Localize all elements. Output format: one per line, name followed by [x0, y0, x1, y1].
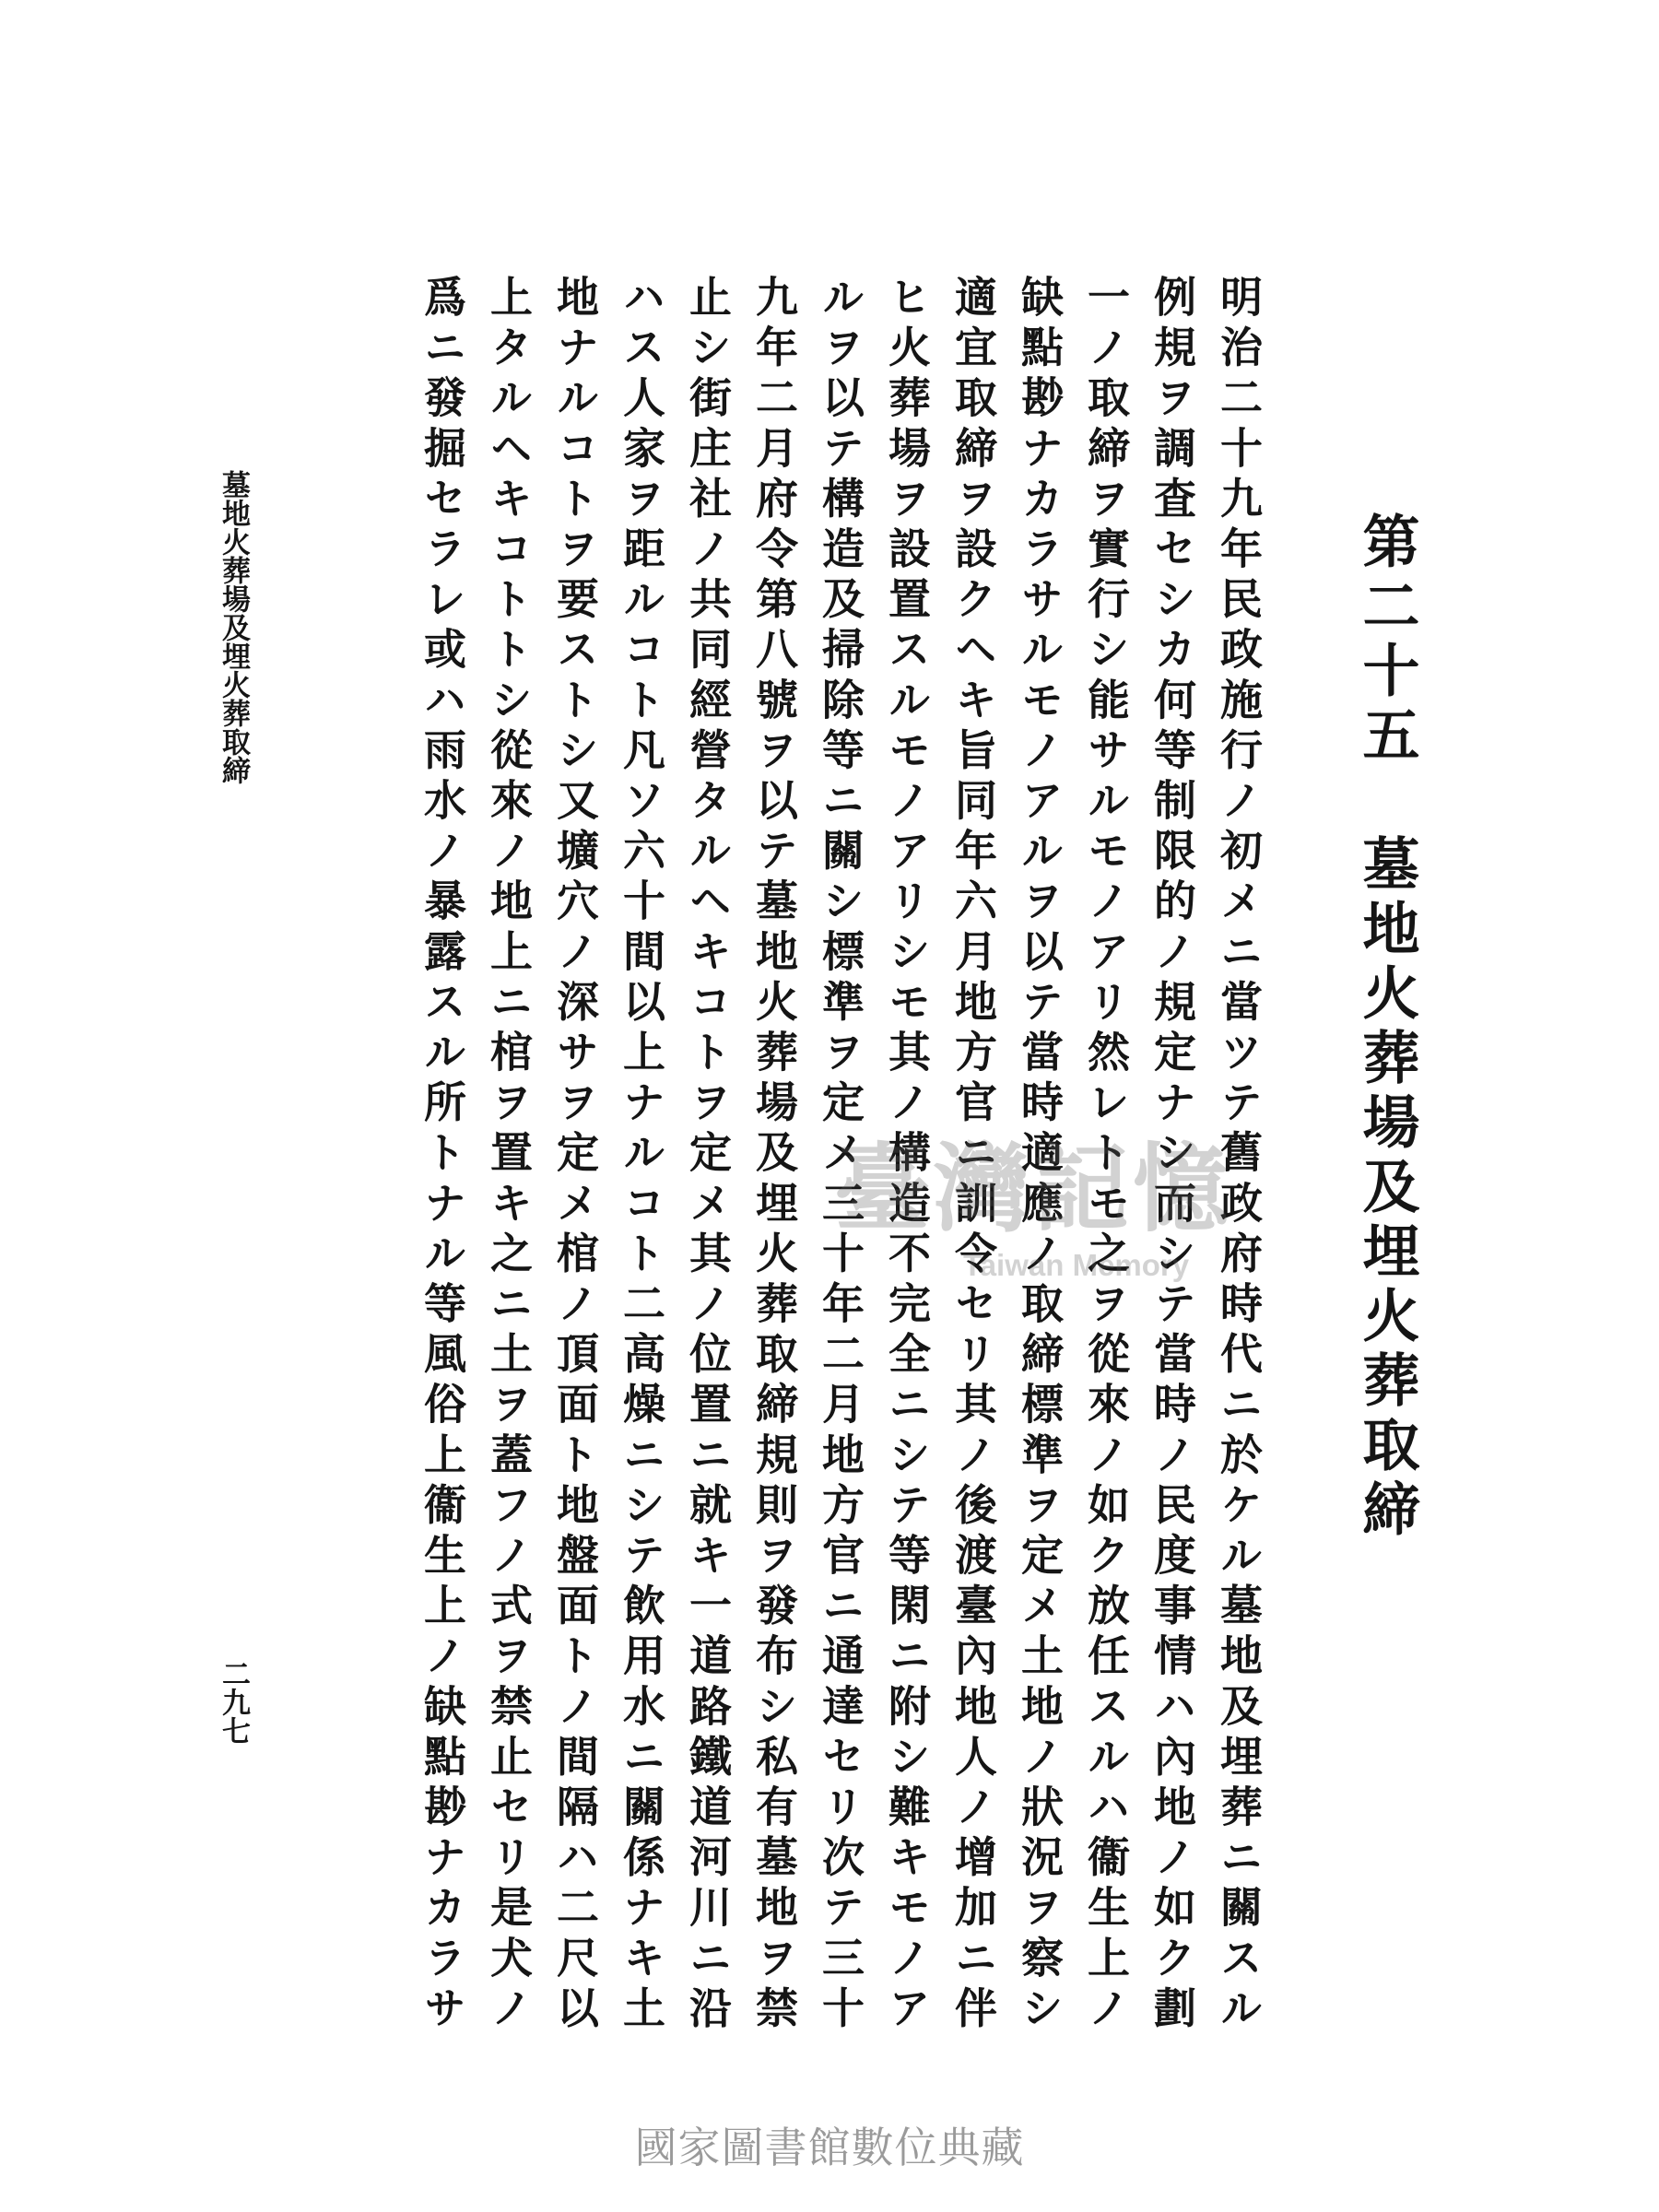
body-line-8: 九年二月府令第八號ヲ以テ墓地火葬場及埋火葬取締規則ヲ發布シ私有墓地ヲ禁 [749, 275, 799, 2036]
body-line-2: 例規ヲ調査セシカ何等制限的ノ規定ナシ而シテ當時ノ民度事情ハ內地ノ如ク劃 [1147, 275, 1197, 2036]
chapter-title: 第二十五 墓地火葬場及埋火葬取締 [1353, 512, 1420, 1544]
body-line-1: 明治二十九年民政施行ノ初メニ當ツテ舊政府時代ニ於ケル墓地及埋葬ニ關スル [1214, 275, 1264, 2036]
body-line-7: ルヲ以テ構造及掃除等ニ關シ標準ヲ定メ三十年二月地方官ニ通達セリ次テ三十 [816, 275, 865, 2036]
watermark-chars: 臺灣記憶 [834, 1132, 1233, 1245]
running-head: 墓地火葬場及埋火葬取締 [217, 470, 250, 784]
library-footer: 國家圖書館數位典藏 [634, 2123, 1025, 2172]
page-number: 二九七 [217, 1659, 250, 1745]
body-line-5: 適宜取締ヲ設クヘキ旨同年六月地方官ニ訓令セリ其ノ後渡臺內地人ノ增加ニ伴 [948, 275, 998, 2036]
body-line-13: 爲ニ發掘セラレ或ハ雨水ノ暴露スル所トナル等風俗上衞生上ノ缺點尠ナカラサ [418, 275, 467, 2036]
body-line-10: ハス人家ヲ距ルコト凡ソ六十間以上ナルコト二高燥ニシテ飲用水ニ關係ナキ土 [617, 275, 666, 2036]
body-line-12: 上タルヘキコトトシ從來ノ地上ニ棺ヲ置キ之ニ土ヲ蓋フノ式ヲ禁止セリ是犬ノ [484, 275, 534, 2036]
body-line-9: 止シ街庄社ノ共同經營タルヘキコトヲ定メ其ノ位置ニ就キ一道路鐵道河川ニ沿 [683, 275, 733, 2036]
body-line-3: 一ノ取締ヲ實行シ能サルモノアリ然レトモ之ヲ從來ノ如ク放任スルハ衞生上ノ [1081, 275, 1131, 2036]
body-line-4: 缺點尠ナカラサルモノアルヲ以テ當時適應ノ取締標準ヲ定メ土地ノ狀況ヲ察シ [1015, 275, 1065, 2036]
body-line-11: 地ナルコトヲ要ストシ又壙穴ノ深サヲ定メ棺ノ頂面ト地盤面トノ間隔ハ二尺以 [550, 275, 600, 2036]
body-line-6: ヒ火葬場ヲ設置スルモノアリシモ其ノ構造不完全ニシテ等閑ニ附シ難キモノア [882, 275, 932, 2036]
watermark-latin: Taiwan Memory [963, 1248, 1190, 1282]
